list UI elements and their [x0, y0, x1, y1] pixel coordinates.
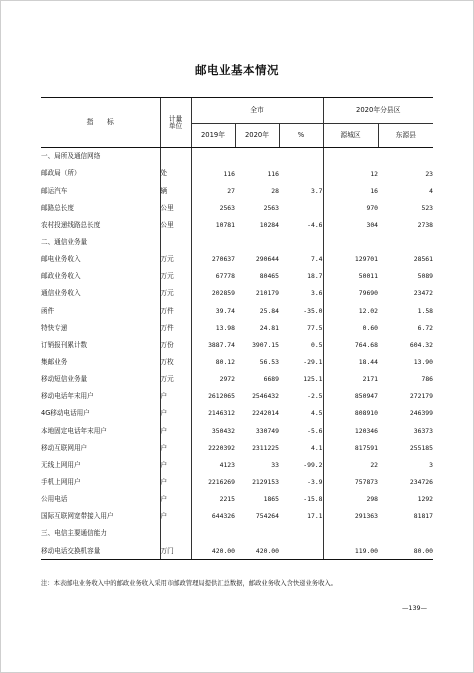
- indicator-cell: 通信业务收入: [41, 289, 81, 298]
- unit-cell: 户: [160, 439, 191, 456]
- value-dongyuan-cell: 6.72: [417, 323, 434, 332]
- table-row: [41, 422, 433, 439]
- value-2020-cell: 10284: [259, 220, 279, 229]
- unit-cell: 公里: [160, 199, 191, 216]
- value-yuancheng-cell: 757873: [323, 474, 378, 491]
- indicator-cell: 移动互联网用户: [41, 443, 88, 452]
- table-body: [41, 148, 433, 560]
- growth-percent-cell: [279, 199, 323, 216]
- value-2019-cell: 10781: [191, 217, 235, 234]
- table-row: [41, 474, 433, 491]
- value-2019-cell: 2563: [191, 199, 235, 216]
- unit-cell: 万元: [160, 268, 191, 285]
- growth-percent-cell: 0.5: [310, 340, 323, 349]
- header-year-2019: 2019年: [191, 124, 235, 148]
- value-2020-cell: 2129153: [252, 478, 279, 487]
- value-yuancheng-cell: [323, 234, 378, 251]
- header-district-group: 2020年分县区: [323, 98, 433, 124]
- indicator-cell: 一、局所及通信网络: [41, 152, 101, 161]
- value-dongyuan-cell: 604.32: [409, 340, 434, 349]
- value-2019-cell: 270637: [191, 251, 235, 268]
- table-row: [41, 199, 433, 216]
- indicator-cell: 邮政业务收入: [41, 272, 81, 281]
- header-district-dongyuan: 东源县: [378, 124, 433, 148]
- footnote: 注：本表邮电业务收入中的邮政业务收入采用市邮政管理局提供汇总数据，邮政业务收入含快递业务收入。: [41, 580, 337, 587]
- value-yuancheng-cell: 120346: [323, 422, 378, 439]
- value-2020-cell: 210179: [255, 289, 279, 298]
- value-2019-cell: 644326: [191, 508, 235, 525]
- value-2020-cell: 2242014: [252, 409, 279, 418]
- table-row: [41, 525, 433, 542]
- indicator-cell: 国际互联网宽带接入用户: [41, 512, 114, 521]
- value-yuancheng-cell: 0.60: [323, 319, 378, 336]
- value-dongyuan-cell: 786: [421, 375, 434, 384]
- growth-percent-cell: 17.1: [307, 512, 323, 521]
- unit-cell: [160, 148, 191, 166]
- value-2019-cell: 2612065: [191, 388, 235, 405]
- value-yuancheng-cell: 304: [323, 217, 378, 234]
- unit-cell: [160, 525, 191, 542]
- value-dongyuan-cell: 3: [429, 460, 434, 469]
- value-2020-cell: [235, 148, 279, 166]
- value-yuancheng-cell: 18.44: [323, 354, 378, 371]
- indicator-cell: 4G移动电话用户: [41, 409, 90, 418]
- value-dongyuan-cell: 523: [421, 203, 434, 212]
- table-row: [41, 217, 433, 234]
- value-2019-cell: 2215: [191, 491, 235, 508]
- table-row: [41, 508, 433, 525]
- growth-percent-cell: -2.5: [307, 392, 323, 401]
- value-dongyuan-cell: 1292: [417, 495, 434, 504]
- growth-percent-cell: 4.1: [310, 443, 323, 452]
- value-2019-cell: [191, 525, 235, 542]
- value-2020-cell: 2311225: [252, 443, 279, 452]
- indicator-cell: 移动电话交换机容量: [41, 542, 160, 560]
- indicator-cell: 农村投递线路总长度: [41, 220, 101, 229]
- value-2019-cell: 67778: [191, 268, 235, 285]
- growth-percent-cell: -15.8: [303, 495, 323, 504]
- unit-cell: 万门: [160, 542, 191, 560]
- value-yuancheng-cell: 850947: [323, 388, 378, 405]
- table-row: [41, 337, 433, 354]
- value-2020-cell: [235, 234, 279, 251]
- value-yuancheng-cell: 22: [323, 457, 378, 474]
- growth-percent-cell: -5.6: [307, 426, 323, 435]
- value-2019-cell: 27: [191, 182, 235, 199]
- indicator-cell: 公用电话: [41, 495, 68, 504]
- value-dongyuan-cell: 234726: [409, 478, 434, 487]
- value-2019-cell: [191, 148, 235, 166]
- unit-cell: 辆: [160, 182, 191, 199]
- header-percent: %: [279, 124, 323, 148]
- indicator-cell: 邮运汽车: [41, 186, 68, 195]
- value-2020-cell: 754264: [255, 512, 279, 521]
- table-row: [41, 405, 433, 422]
- unit-cell: 处: [160, 165, 191, 182]
- indicator-cell: 函件: [41, 306, 55, 315]
- table-row: [41, 165, 433, 182]
- value-2020-cell: 33: [271, 460, 279, 469]
- value-yuancheng-cell: 12.02: [323, 302, 378, 319]
- unit-cell: 户: [160, 474, 191, 491]
- statistics-table: [41, 97, 433, 560]
- growth-percent-cell: 77.5: [307, 323, 323, 332]
- value-dongyuan-cell: 13.90: [413, 358, 434, 367]
- unit-cell: 万份: [160, 337, 191, 354]
- unit-cell: 户: [160, 388, 191, 405]
- unit-cell: 万枚: [160, 354, 191, 371]
- indicator-cell: 邮政局（所）: [41, 169, 81, 178]
- header-district-yuancheng: 源城区: [323, 124, 378, 148]
- value-yuancheng-cell: 16: [323, 182, 378, 199]
- unit-cell: 万件: [160, 302, 191, 319]
- value-2019-cell: 420.00: [191, 542, 235, 560]
- value-dongyuan-cell: 1.58: [417, 306, 434, 315]
- growth-percent-cell: -99.2: [303, 460, 323, 469]
- value-2019-cell: 202859: [191, 285, 235, 302]
- value-2019-cell: 13.98: [191, 319, 235, 336]
- table-row: [41, 439, 433, 456]
- value-2020-cell: 290644: [255, 255, 279, 264]
- unit-cell: 万元: [160, 251, 191, 268]
- value-2020-cell: 56.53: [259, 358, 279, 367]
- value-yuancheng-cell: 129701: [323, 251, 378, 268]
- unit-cell: [160, 234, 191, 251]
- value-dongyuan-cell: 80.00: [378, 542, 433, 560]
- value-dongyuan-cell: 2738: [417, 220, 434, 229]
- growth-percent-cell: [279, 525, 323, 542]
- unit-cell: 户: [160, 491, 191, 508]
- indicator-cell: 特快专递: [41, 323, 68, 332]
- indicator-cell: 本地固定电话年末用户: [41, 426, 107, 435]
- table-row: [41, 457, 433, 474]
- value-2020-cell: 24.81: [259, 323, 279, 332]
- value-2020-cell: 80465: [259, 272, 279, 281]
- value-yuancheng-cell: 119.00: [323, 542, 378, 560]
- table-row: [41, 268, 433, 285]
- header-city-group: 全市: [191, 98, 323, 124]
- unit-cell: 万件: [160, 319, 191, 336]
- indicator-cell: 订销报刊累计数: [41, 340, 88, 349]
- growth-percent-cell: [279, 165, 323, 182]
- table-row: [41, 285, 433, 302]
- table-row: [41, 148, 433, 166]
- page-title: 邮电业基本情况: [195, 63, 279, 77]
- growth-percent-cell: -35.0: [303, 306, 323, 315]
- value-dongyuan-cell: [378, 234, 433, 251]
- growth-percent-cell: -3.9: [307, 478, 323, 487]
- value-2020-cell: 3907.15: [252, 340, 279, 349]
- value-yuancheng-cell: 970: [323, 199, 378, 216]
- value-2019-cell: 116: [191, 165, 235, 182]
- value-dongyuan-cell: 81817: [413, 512, 434, 521]
- table-row: [41, 234, 433, 251]
- value-2020-cell: 116: [267, 169, 279, 178]
- unit-cell: 公里: [160, 217, 191, 234]
- value-2019-cell: 3887.74: [191, 337, 235, 354]
- value-yuancheng-cell: 291363: [323, 508, 378, 525]
- value-2020-cell: 25.84: [259, 306, 279, 315]
- value-2020-cell: 28: [271, 186, 279, 195]
- value-dongyuan-cell: 272179: [409, 392, 434, 401]
- indicator-cell: 邮电业务收入: [41, 255, 81, 264]
- value-dongyuan-cell: 36373: [413, 426, 434, 435]
- value-dongyuan-cell: [378, 148, 433, 166]
- unit-cell: 万元: [160, 371, 191, 388]
- unit-cell: 户: [160, 457, 191, 474]
- table-row: [41, 251, 433, 268]
- value-yuancheng-cell: 764.68: [323, 337, 378, 354]
- table-row: [41, 302, 433, 319]
- growth-percent-cell: -29.1: [303, 358, 323, 367]
- growth-percent-cell: 18.7: [307, 272, 323, 281]
- value-2019-cell: 350432: [191, 422, 235, 439]
- table-row: [41, 371, 433, 388]
- indicator-cell: 三、电信主要通信能力: [41, 529, 107, 538]
- value-yuancheng-cell: 79690: [323, 285, 378, 302]
- value-yuancheng-cell: 808910: [323, 405, 378, 422]
- indicator-cell: 移动短信业务量: [41, 375, 88, 384]
- value-2020-cell: [235, 525, 279, 542]
- value-2020-cell: 1865: [263, 495, 279, 504]
- growth-percent-cell: 125.1: [303, 375, 323, 384]
- value-2019-cell: 80.12: [191, 354, 235, 371]
- value-dongyuan-cell: 246399: [409, 409, 434, 418]
- value-yuancheng-cell: 12: [323, 165, 378, 182]
- value-dongyuan-cell: 28561: [413, 255, 434, 264]
- header-indicator: 指 标: [41, 98, 160, 148]
- table-row: [41, 491, 433, 508]
- unit-cell: 户: [160, 405, 191, 422]
- growth-percent-cell: 4.5: [310, 409, 323, 418]
- value-dongyuan-cell: 5089: [417, 272, 434, 281]
- indicator-cell: 无线上网用户: [41, 460, 81, 469]
- value-dongyuan-cell: 255185: [409, 443, 434, 452]
- value-2019-cell: 39.74: [191, 302, 235, 319]
- growth-percent-cell: 3.6: [310, 289, 323, 298]
- page-number: —139—: [402, 604, 427, 612]
- value-2019-cell: 2216269: [191, 474, 235, 491]
- indicator-cell: 邮路总长度: [41, 203, 74, 212]
- header-unit: 计量 单位: [160, 98, 191, 148]
- value-2019-cell: 4123: [191, 457, 235, 474]
- unit-cell: 万元: [160, 285, 191, 302]
- value-2020-cell: 420.00: [235, 542, 279, 560]
- unit-cell: 户: [160, 422, 191, 439]
- value-2020-cell: 2563: [263, 203, 279, 212]
- table-row: [41, 388, 433, 405]
- value-yuancheng-cell: [323, 525, 378, 542]
- header-year-2020: 2020年: [235, 124, 279, 148]
- indicator-cell: 集邮业务: [41, 357, 68, 366]
- value-2019-cell: 2146312: [191, 405, 235, 422]
- value-yuancheng-cell: 817591: [323, 439, 378, 456]
- unit-cell: 户: [160, 508, 191, 525]
- growth-percent-cell: 7.4: [310, 255, 323, 264]
- growth-percent-cell: [279, 148, 323, 166]
- indicator-cell: 手机上网用户: [41, 477, 81, 486]
- value-2020-cell: 330749: [255, 426, 279, 435]
- table-row: [41, 354, 433, 371]
- value-2019-cell: 2220392: [191, 439, 235, 456]
- value-dongyuan-cell: 4: [429, 186, 434, 195]
- value-2020-cell: 2546432: [252, 392, 279, 401]
- value-2019-cell: 2972: [191, 371, 235, 388]
- value-2019-cell: [191, 234, 235, 251]
- table-row: [41, 319, 433, 336]
- growth-percent-cell: -4.6: [307, 220, 323, 229]
- value-yuancheng-cell: 50011: [323, 268, 378, 285]
- table-row: [41, 182, 433, 199]
- table-row: [41, 542, 433, 560]
- growth-percent-cell: [279, 234, 323, 251]
- growth-percent-cell: 3.7: [310, 186, 323, 195]
- value-yuancheng-cell: 2171: [323, 371, 378, 388]
- growth-percent-cell: [279, 542, 323, 560]
- value-yuancheng-cell: [323, 148, 378, 166]
- value-yuancheng-cell: 298: [323, 491, 378, 508]
- value-dongyuan-cell: 23472: [413, 289, 434, 298]
- indicator-cell: 移动电话年末用户: [41, 392, 94, 401]
- value-dongyuan-cell: 23: [425, 169, 434, 178]
- value-dongyuan-cell: [378, 525, 433, 542]
- value-2020-cell: 6689: [263, 375, 279, 384]
- indicator-cell: 二、通信业务量: [41, 237, 88, 246]
